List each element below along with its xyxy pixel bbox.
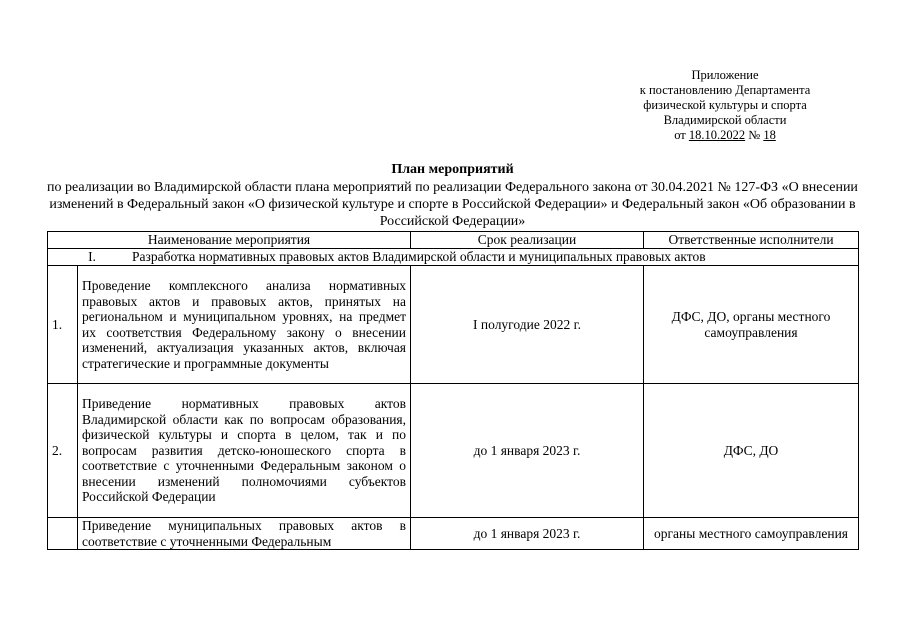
section-row [48,249,859,266]
row-responsible: ДФС, ДО, органы местного самоуправления [644,266,859,384]
header-responsible: Ответственные исполнители [644,232,859,249]
document-title: План мероприятий [391,162,514,177]
appendix-block [610,68,840,143]
plan-table [47,231,859,550]
appendix-line-2: к постановлению Департамента [639,83,811,97]
appendix-number: 18 [763,128,776,142]
row-name: Проведение комплексного анализа нормативных правовых актов и правовых актов, принятых на региональном и муниципальном уровнях, на предмет их соответствия Федеральному закону о внесении изменений, актуализация указанных актов, включая стратегические и программные документы [78,266,411,384]
row-deadline: до 1 января 2023 г. [411,384,644,518]
row-responsible: органы местного самоуправления [644,518,859,550]
table-row [48,518,859,550]
header-deadline: Срок реализации [411,232,644,249]
row-number [48,518,78,550]
section-number: I. [88,249,96,265]
row-number: 1. [48,266,78,384]
row-responsible: ДФС, ДО [644,384,859,518]
document-subtitle: по реализации во Владимирской области плана мероприятий по реализации Федерального закона от 30.04.2021 № 127-ФЗ «О внесении изменений в Федеральный закон «О физической культуре и спорте в Российской Федерации» и Федеральный закон «Об образовании в Российской Федерации» [47,180,858,229]
date-prefix: от [674,128,686,142]
section-title: Разработка нормативных правовых актов Владимирской области и муниципальных правовых актов [132,249,706,265]
table-header-row [48,232,859,249]
row-name: Приведение нормативных правовых актов Владимирской области как по вопросам образования, физической культуры и спорта в целом, так и по вопросам развития детско-юношеского спорта в соответствие с уточненными Федеральным законом о внесении изменений полномочиями субъектов Российской Федерации [78,384,411,518]
row-deadline: до 1 января 2023 г. [411,518,644,550]
appendix-line-1: Приложение [691,68,759,82]
table-row [48,266,859,384]
appendix-line-3: физической культуры и спорта [643,98,807,112]
appendix-line-4: Владимирской области [663,113,787,127]
appendix-date-line [610,128,840,143]
row-deadline: I полугодие 2022 г. [411,266,644,384]
row-number: 2. [48,384,78,518]
number-sign: № [748,128,761,142]
section-cell [48,249,859,266]
row-name: Приведение муниципальных правовых актов в соответствие с уточненными Федеральным [78,518,411,550]
appendix-date: 18.10.2022 [688,128,746,142]
table-row [48,384,859,518]
header-name: Наименование мероприятия [48,232,411,249]
